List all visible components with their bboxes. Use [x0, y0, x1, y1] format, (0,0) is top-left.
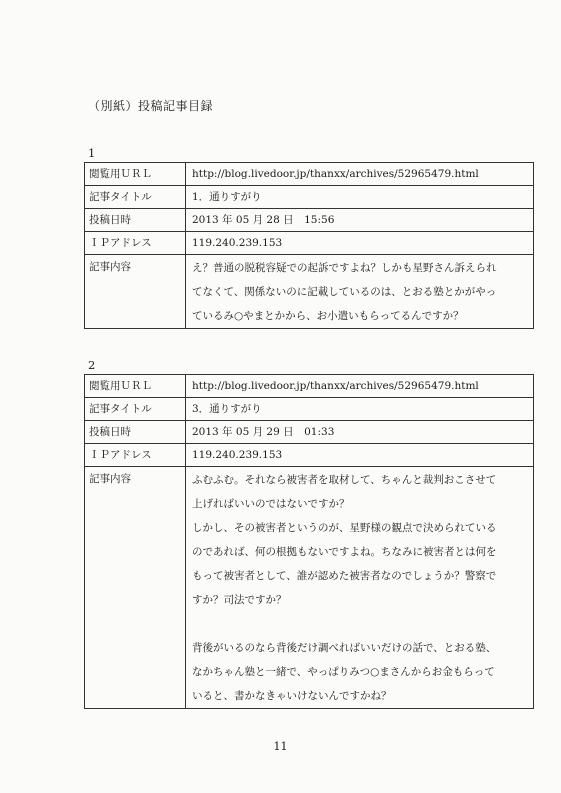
ip-label: ＩＰアドレス	[85, 232, 186, 255]
ip-value: 119.240.239.153	[186, 444, 534, 467]
table-row	[85, 163, 534, 186]
record-number: 2	[88, 358, 96, 372]
record-table	[84, 374, 534, 709]
title-label: 記事タイトル	[85, 186, 186, 209]
content-value	[186, 467, 534, 709]
url-value: http://blog.livedoor.jp/thanxx/archives/52965479.html	[186, 375, 534, 398]
table-row	[85, 398, 534, 421]
content-line: すか？司法ですか？	[192, 594, 287, 606]
table-row	[85, 186, 534, 209]
page-heading: （別紙）投稿記事目録	[88, 99, 214, 113]
table-row	[85, 209, 534, 232]
date-label: 投稿日時	[85, 209, 186, 232]
ip-value: 119.240.239.153	[186, 232, 534, 255]
url-label: 閲覧用ＵＲＬ	[85, 375, 186, 398]
content-line: ふむふむ。それなら被害者を取材して、ちゃんと裁判おこさせて	[192, 474, 497, 486]
content-line: なかちゃん塾と一緒で、やっぱりみつ○まさんからお金もらって	[192, 666, 495, 678]
table-row	[85, 421, 534, 444]
table-row	[85, 467, 534, 709]
content-line: 上げればいいのではないですか？	[192, 498, 350, 510]
date-label: 投稿日時	[85, 421, 186, 444]
record-table	[84, 162, 534, 329]
table-row	[85, 444, 534, 467]
record-number: 1	[88, 146, 96, 160]
content-line: え？普通の脱税容疑での起訴ですよね？しかも星野さん訴えられ	[192, 262, 497, 274]
table-row	[85, 375, 534, 398]
content-blank-line	[192, 612, 529, 636]
content-line: 背後がいるのなら背後だけ調べればいいだけの話で、とおる塾、	[192, 642, 497, 654]
title-value: 3．通りすがり	[186, 398, 534, 421]
content-line: てなくて、関係ないのに記載しているのは、とおる塾とかがやっ	[192, 286, 497, 298]
page-number: 11	[273, 740, 288, 753]
title-label: 記事タイトル	[85, 398, 186, 421]
date-value: 2013 年 05 月 28 日 15:56	[186, 209, 534, 232]
content-value	[186, 255, 534, 329]
content-line: のであれば、何の根拠もないですよね。ちなみに被害者とは何を	[192, 546, 497, 558]
content-line: ているみ○やまとかから、お小遣いもらってるんですか？	[192, 310, 464, 322]
content-line: しかし、その被害者というのが、星野様の観点で決められている	[192, 522, 497, 534]
table-row	[85, 255, 534, 329]
content-label: 記事内容	[85, 467, 186, 709]
date-value: 2013 年 05 月 29 日 01:33	[186, 421, 534, 444]
content-line: いると、書かなきゃいけないんですかね？	[192, 690, 392, 702]
url-label: 閲覧用ＵＲＬ	[85, 163, 186, 186]
content-label: 記事内容	[85, 255, 186, 329]
title-value: 1．通りすがり	[186, 186, 534, 209]
table-row	[85, 232, 534, 255]
content-line: もって被害者として、誰が認めた被害者なのでしょうか？警察で	[192, 570, 497, 582]
url-value: http://blog.livedoor.jp/thanxx/archives/52965479.html	[186, 163, 534, 186]
ip-label: ＩＰアドレス	[85, 444, 186, 467]
